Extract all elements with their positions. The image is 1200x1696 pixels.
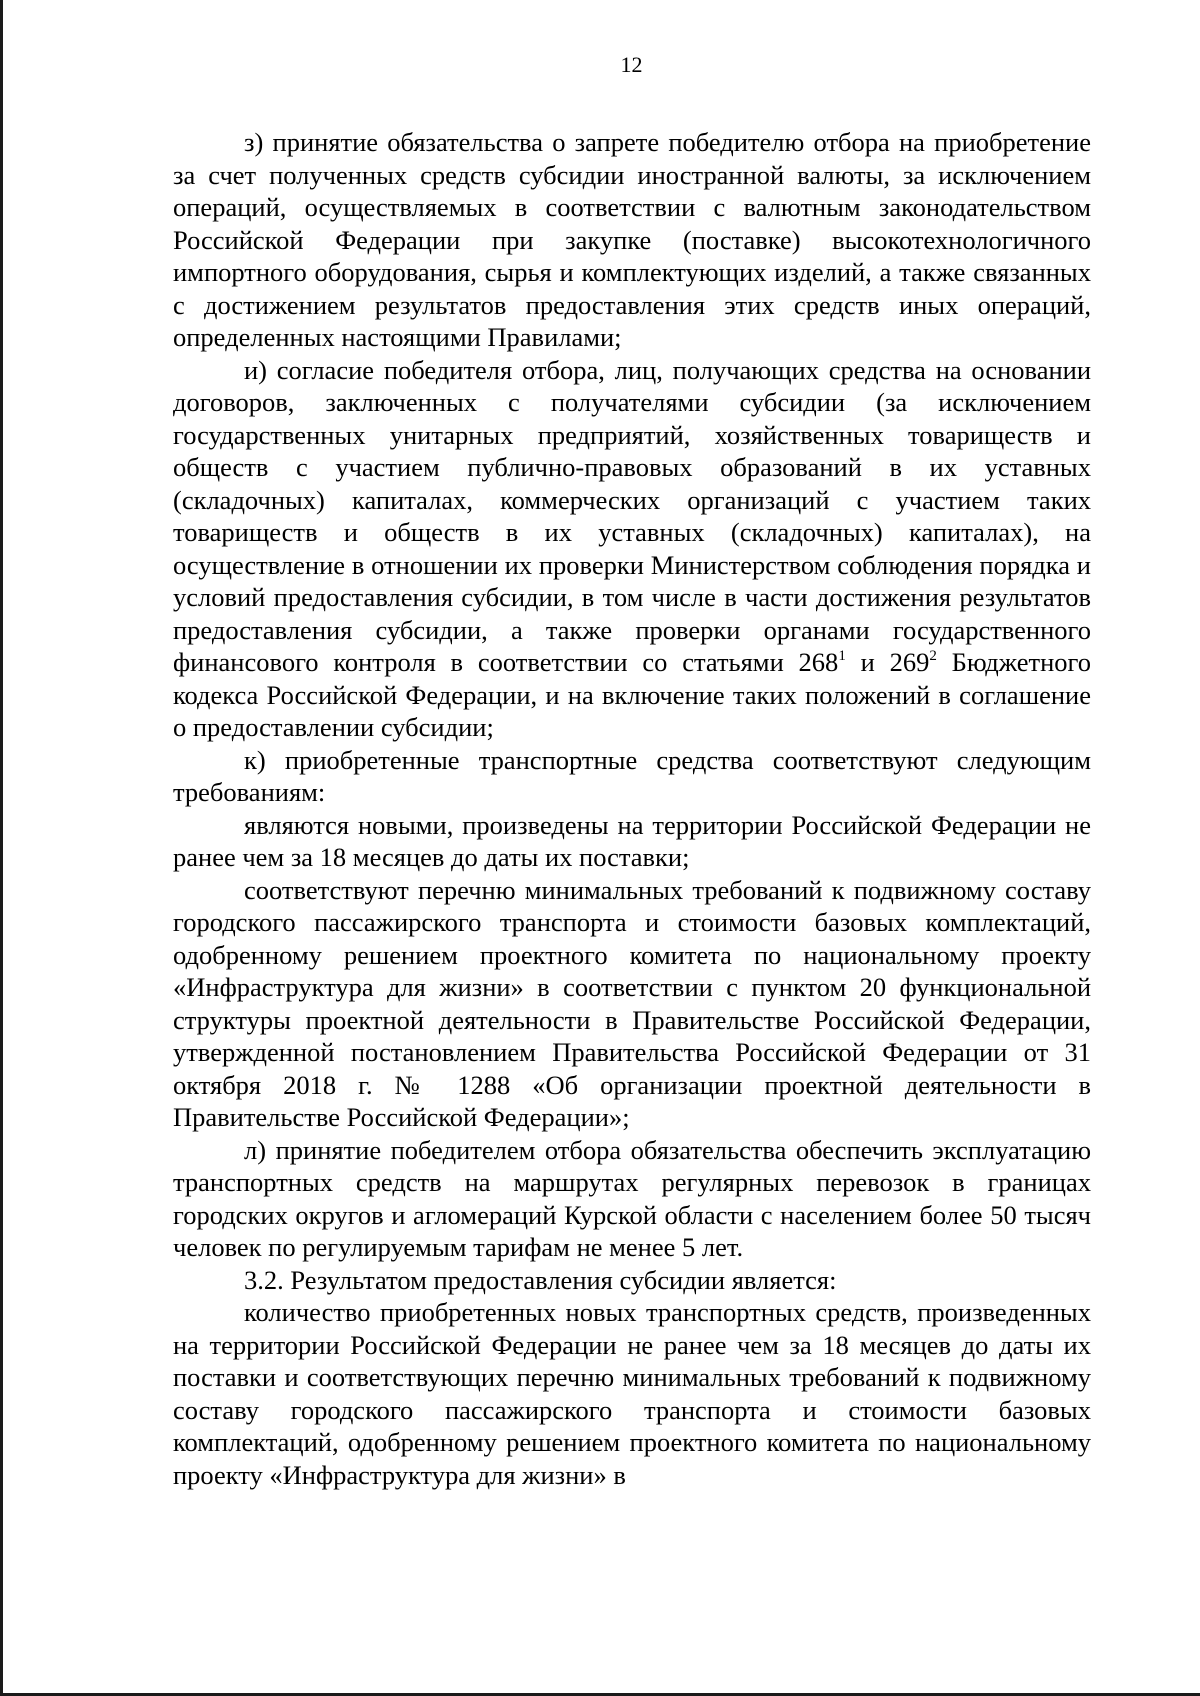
paragraph-i-part2: Бюджетного кодекса Российской Федерации, и на включение таких положений в соглашение о предоставлении субсидии; <box>173 647 1091 742</box>
paragraph-z: з) принятие обязательства о запрете победителю отбора на приобретение за счет полученных средств субсидии иностранной валюты, за исключением операций, осуществляемых в соответствии с валютным законодательством Российской Федерации при закупке (поставке) высокотехнологичного импортного оборудования, сырья и комплектующих изделий, а также связанных с достижением результатов предоставления этих средств иных операций, определенных настоящими Правилами; <box>173 127 1091 352</box>
paragraph-k: к) приобретенные транспортные средства соответствуют следующим требованиям: <box>173 744 1091 807</box>
paragraph-i <box>173 354 1091 744</box>
paragraph-k-new-vehicles: являются новыми, произведены на территории Российской Федерации не ранее чем за 18 месяцев до даты их поставки; <box>173 809 1091 872</box>
scan-edge-left <box>0 0 3 1696</box>
superscript-2: 2 <box>929 648 937 664</box>
paragraph-i-part1: и) согласие победителя отбора, лиц, получающих средства на основании договоров, заключенных с получателями субсидии (за исключением государственных унитарных предприятий, хозяйственных товариществ и обществ с участием публично-правовых образований в их уставных (складочных) капиталах, коммерческих организаций с участием таких товариществ и обществ в их уставных (складочных) капиталах), на осуществление в отношении их проверки Министерством соблюдения порядка и условий предоставления субсидии, в том числе в части достижения результатов предоставления субсидии, а также проверки органами государственного финансового контроля в соответствии со статьями 268 <box>173 354 1091 677</box>
paragraph-i-mid: и 269 <box>845 647 930 677</box>
document-body <box>173 126 1091 1491</box>
paragraph-l: л) принятие победителем отбора обязательства обеспечить эксплуатацию транспортных средств на маршрутах регулярных перевозок в границах городских округов и агломераций Курской области с населением более 50 тысяч человек по регулируемым тарифам не менее 5 лет. <box>173 1134 1091 1262</box>
paragraph-3-2-result: количество приобретенных новых транспортных средств, произведенных на территории Российской Федерации не ранее чем за 18 месяцев до даты их поставки и соответствующих перечню минимальных требований к подвижному составу городского пассажирского транспорта и стоимости базовых комплектаций, одобренному решением проектного комитета по национальному проекту «Инфраструктура для жизни» в <box>173 1297 1091 1490</box>
paragraph-3-2: 3.2. Результатом предоставления субсидии является: <box>244 1264 837 1295</box>
paragraph-k-requirements: соответствуют перечню минимальных требований к подвижному составу городского пассажирского транспорта и стоимости базовых комплектаций, одобренному решением проектного комитета по национальному проекту «Инфраструктура для жизни» в соответствии с пунктом 20 функциональной структуры проектной деятельности в Правительстве Российской Федерации, утвержденной постановлением Правительства Российской Федерации от 31 октября 2018 г. № 1288 «Об организации проектной деятельности в Правительстве Российской Федерации»; <box>173 874 1091 1132</box>
superscript-1: 1 <box>838 648 846 664</box>
page-number: 12 <box>620 52 643 77</box>
